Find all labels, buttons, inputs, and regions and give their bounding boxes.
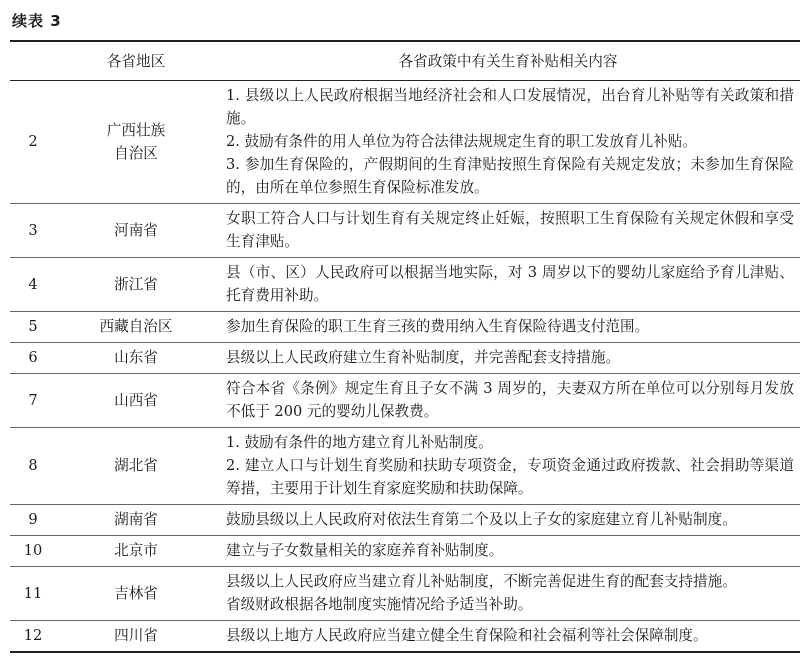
header-content: 各省政策中有关生育补贴相关内容: [216, 41, 800, 81]
region-cell: [56, 374, 216, 428]
row-number: 4: [10, 258, 56, 312]
policy-content-cell: [216, 204, 800, 258]
row-number: 12: [10, 621, 56, 653]
table-caption: 续表 3: [12, 12, 62, 30]
row-number: 9: [10, 505, 56, 536]
row-number: 5: [10, 312, 56, 343]
policy-content-cell: [216, 505, 800, 536]
region-name-line: 山东省: [114, 349, 158, 366]
policy-item: 3. 参加生育保险的，产假期间的生育津贴按照生育保险有关规定发放；未参加生育保险的，由所在单位参照生育保险标准发放。: [226, 156, 794, 196]
region-name-line: 西藏自治区: [99, 318, 173, 335]
region-cell: [56, 81, 216, 204]
row-number: 3: [10, 204, 56, 258]
policy-item: 鼓励县级以上人民政府对依法生育第二个及以上子女的家庭建立育儿补贴制度。: [226, 511, 737, 528]
header-no: [10, 41, 56, 81]
region-name-line: 自治区: [114, 144, 158, 162]
policy-item: 2. 建立人口与计划生育奖励和扶助专项资金，专项资金通过政府拨款、社会捐助等渠道筹措，主要用于计划生育家庭奖励和扶助保障。: [226, 457, 794, 497]
policy-item: 县（市、区）人民政府可以根据当地实际，对 3 周岁以下的婴幼儿家庭给予育儿津贴、托育费用补助。: [226, 264, 794, 304]
region-name-line: 湖南省: [114, 511, 158, 528]
policy-item: 女职工符合人口与计划生育有关规定终止妊娠，按照职工生育保险有关规定休假和享受生育津贴。: [226, 210, 794, 250]
policy-item: 县级以上人民政府建立生育补贴制度，并完善配套支持措施。: [226, 349, 621, 366]
header-row: [10, 41, 800, 81]
region-name-line: 北京市: [114, 542, 158, 559]
row-number: 6: [10, 343, 56, 374]
region-cell: [56, 536, 216, 567]
policy-item: 建立与子女数量相关的家庭养育补贴制度。: [226, 542, 504, 559]
table-row: [10, 536, 800, 567]
policy-content-cell: [216, 343, 800, 374]
region-cell: [56, 428, 216, 505]
region-name-line: 山西省: [114, 391, 158, 409]
policy-item: 参加生育保险的职工生育三孩的费用纳入生育保险待遇支付范围。: [226, 318, 650, 335]
region-name-line: 浙江省: [114, 275, 158, 293]
table-row: [10, 505, 800, 536]
table-row: [10, 428, 800, 505]
region-cell: [56, 258, 216, 312]
policy-content-cell: [216, 567, 800, 621]
region-cell: [56, 204, 216, 258]
row-number: 2: [10, 81, 56, 204]
policy-item: 1. 鼓励有条件的地方建立育儿补贴制度。: [226, 434, 493, 451]
region-name-line: 四川省: [114, 627, 158, 644]
region-name-line: 广西壮族: [106, 121, 166, 139]
row-number: 8: [10, 428, 56, 505]
region-cell: [56, 567, 216, 621]
policy-item: 省级财政根据各地制度实施情况给予适当补助。: [226, 596, 533, 613]
table-row: [10, 204, 800, 258]
policy-table: [10, 40, 800, 653]
policy-content-cell: [216, 621, 800, 653]
table-row: [10, 567, 800, 621]
region-cell: [56, 621, 216, 653]
region-cell: [56, 343, 216, 374]
policy-item: 2. 鼓励有条件的用人单位为符合法律法规规定生育的职工发放育儿补贴。: [226, 133, 697, 150]
policy-content-cell: [216, 258, 800, 312]
region-name-line: 湖北省: [114, 457, 158, 474]
policy-item: 1. 县级以上人民政府根据当地经济社会和人口发展情况，出台育儿补贴等有关政策和措施。: [226, 87, 794, 127]
table-row: [10, 312, 800, 343]
table-row: [10, 81, 800, 204]
table-body: [10, 81, 800, 653]
policy-content-cell: [216, 81, 800, 204]
region-name-line: 河南省: [114, 221, 158, 239]
table-row: [10, 343, 800, 374]
policy-item: 县级以上地方人民政府应当建立健全生育保险和社会福利等社会保障制度。: [226, 627, 708, 644]
region-name-line: 吉林省: [114, 584, 158, 602]
region-cell: [56, 312, 216, 343]
table-row: [10, 621, 800, 653]
table-row: [10, 374, 800, 428]
policy-content-cell: [216, 428, 800, 505]
policy-item: 符合本省《条例》规定生育且子女不满 3 周岁的，夫妻双方所在单位可以分别每月发放不低于 200 元的婴幼儿保教费。: [226, 380, 794, 420]
table-row: [10, 258, 800, 312]
row-number: 7: [10, 374, 56, 428]
row-number: 11: [10, 567, 56, 621]
policy-content-cell: [216, 536, 800, 567]
policy-content-cell: [216, 374, 800, 428]
policy-content-cell: [216, 312, 800, 343]
region-cell: [56, 505, 216, 536]
policy-item: 县级以上人民政府应当建立育儿补贴制度，不断完善促进生育的配套支持措施。: [226, 573, 737, 590]
header-region: 各省地区: [56, 41, 216, 81]
row-number: 10: [10, 536, 56, 567]
